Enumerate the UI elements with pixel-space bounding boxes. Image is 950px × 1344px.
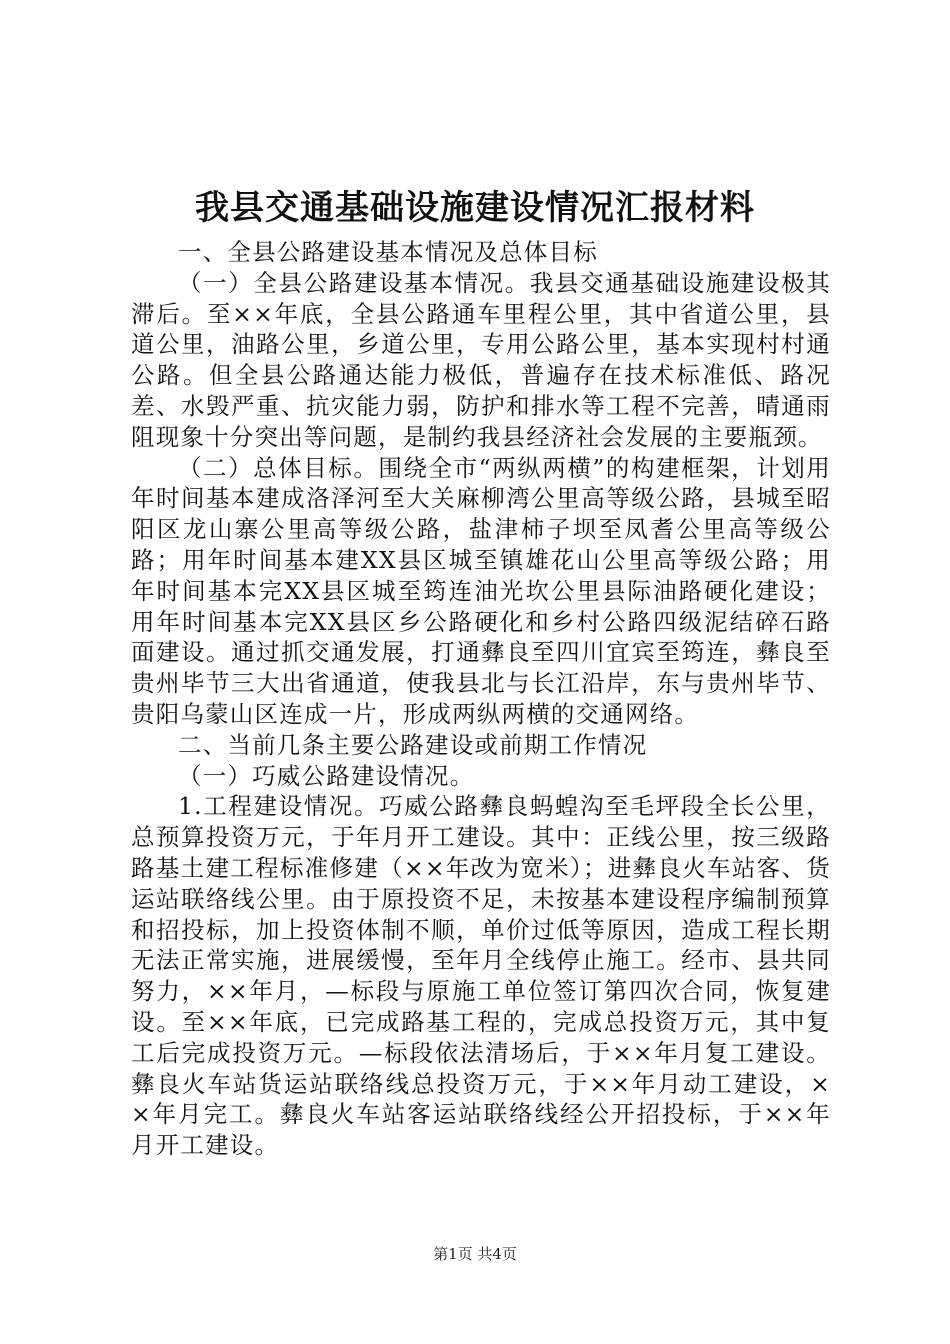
page-number-footer: 第1页 共4页 [433,1245,517,1263]
section-heading-1: 一、全县公路建设基本情况及总体目标 [178,238,598,266]
section-2-subheading: （一）巧威公路建设情况。 [178,761,475,790]
section-2-paragraph-1: 1.工程建设情况。巧威公路彝良蚂蝗沟至毛坪段全长公里，总预算投资万元，于年月开工建设。其中：正线公里，按三级路路基土建工程标准修建（××年改为宽米）；进彝良火车站客、货运站联络线公里。由于原投资不足，未按基本建设程序编制预算和招投标，加上投资体制不顺，单价过低等原因，造成工程长期无法正常实施，进展缓慢，至年月全线停止施工。经市、县共同努力，××年月，—标段与原施工单位签订第四次合同，恢复建设。至××年底，已完成路基工程的，完成总投资万元，其中复工后完成投资万元。—标段依法清场后，于××年月复工建设。彝良火车站货运站联络线总投资万元，于××年月动工建设，××年月完工。彝良火车站客运站联络线经公开招投标，于××年月开工建设。 [131,792,831,1160]
document-title: 我县交通基础设施建设情况汇报材料 [195,188,755,228]
section-1-paragraph-1: （一）全县公路建设基本情况。我县交通基础设施建设极其滞后。至××年底，全县公路通车里程公里，其中省道公里，县道公里，油路公里，乡道公里，专用公路公里，基本实现村村通公路。但全县公路通达能力极低，普遍存在技术标准低、路况差、水毁严重、抗灾能力弱，防护和排水等工程不完善，晴通雨阻现象十分突出等问题，是制约我县经济社会发展的主要瓶颈。 [131,268,831,451]
document-body [131,237,831,1161]
section-1-paragraph-2: （二）总体目标。围绕全市“两纵两横”的构建框架，计划用年时间基本建成洛泽河至大关麻柳湾公里高等级公路，县城至昭阳区龙山寨公里高等级公路，盐津柿子坝至凤耆公里高等级公路；用年时间基本建XX县区城至镇雄花山公里高等级公路；用年时间基本完XX县区城至筠连油光坎公里县际油路硬化建设；用年时间基本完XX县区乡公路硬化和乡村公路四级泥结碎石路面建设。通过抓交通发展，打通彝良至四川宜宾至筠连，彝良至贵州毕节三大出省通道，使我县北与长江沿岸，东与贵州毕节、贵阳乌蒙山区连成一片，形成两纵两横的交通网络。 [131,453,831,728]
section-heading-2: 二、当前几条主要公路建设或前期工作情况 [178,730,648,759]
